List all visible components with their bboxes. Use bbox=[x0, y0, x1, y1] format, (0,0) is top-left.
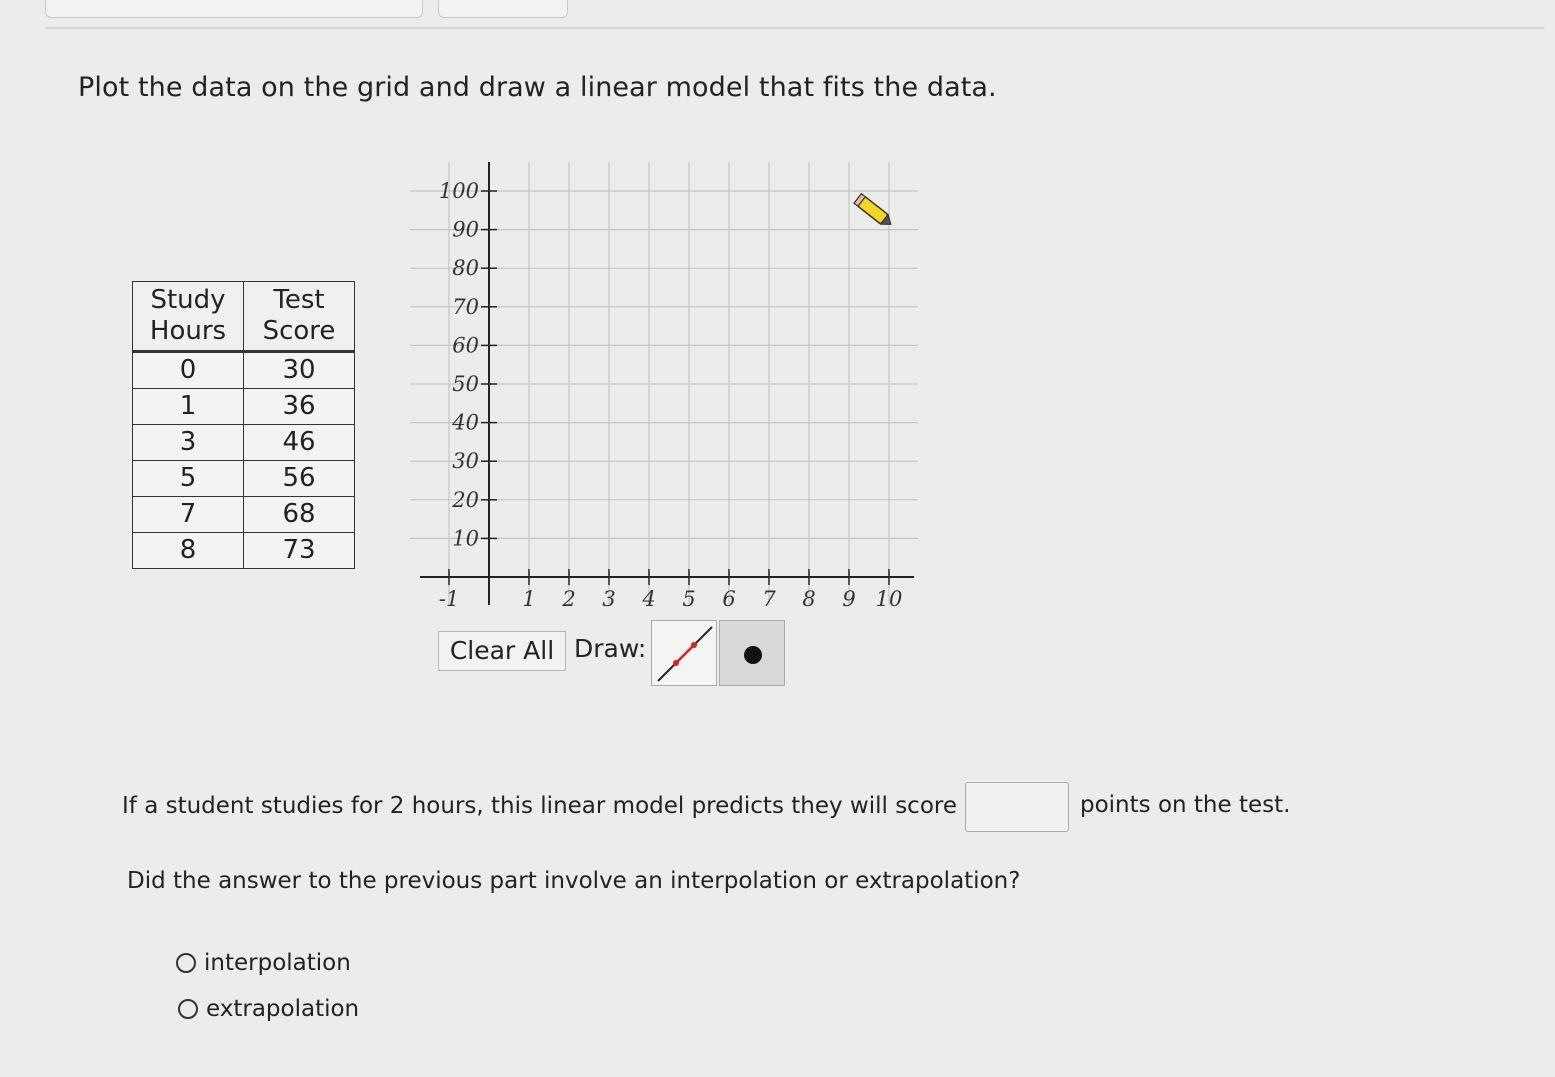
x-tick-label: 5 bbox=[682, 587, 696, 611]
x-tick-label: 2 bbox=[562, 587, 576, 611]
question-1-suffix: points on the test. bbox=[1080, 792, 1291, 818]
question-2-text: Did the answer to the previous part involve an interpolation or extrapolation? bbox=[127, 868, 1021, 894]
cell-hours: 8 bbox=[133, 533, 244, 569]
y-tick-label: 80 bbox=[452, 256, 479, 281]
top-tab-right[interactable] bbox=[438, 0, 568, 18]
cell-hours: 5 bbox=[133, 461, 244, 497]
x-tick-label: 1 bbox=[522, 587, 536, 611]
y-tick-label: 100 bbox=[438, 179, 479, 203]
x-tick-label: -1 bbox=[438, 587, 460, 611]
cell-score: 36 bbox=[244, 389, 355, 425]
radio-label: interpolation bbox=[204, 950, 351, 976]
x-tick-label: 4 bbox=[642, 587, 656, 611]
point-tool-icon bbox=[720, 621, 784, 685]
y-tick-label: 60 bbox=[452, 333, 479, 358]
pencil-icon[interactable] bbox=[854, 194, 894, 229]
divider bbox=[45, 27, 1545, 29]
table-row bbox=[133, 352, 355, 389]
x-tick-label: 7 bbox=[762, 587, 776, 611]
cell-score: 73 bbox=[244, 533, 355, 569]
point-tool-button[interactable] bbox=[719, 620, 785, 686]
radio-label: extrapolation bbox=[206, 996, 360, 1022]
line-tool-button[interactable] bbox=[651, 620, 717, 686]
radio-interpolation[interactable] bbox=[176, 950, 351, 976]
cell-score: 56 bbox=[244, 461, 355, 497]
y-tick-label: 20 bbox=[452, 487, 479, 512]
line-tool-icon bbox=[652, 621, 716, 685]
x-tick-label: 9 bbox=[842, 587, 856, 611]
instruction-text: Plot the data on the grid and draw a linear model that fits the data. bbox=[78, 72, 997, 103]
radio-extrapolation[interactable] bbox=[178, 996, 359, 1022]
y-tick-label: 70 bbox=[452, 294, 479, 319]
cell-hours: 0 bbox=[133, 352, 244, 389]
cell-score: 30 bbox=[244, 352, 355, 389]
clear-all-button[interactable]: Clear All bbox=[438, 631, 566, 671]
radio-button-icon[interactable] bbox=[176, 953, 196, 973]
y-tick-label: 10 bbox=[452, 526, 479, 551]
y-tick-label: 40 bbox=[452, 410, 479, 435]
header-test-score: Test Score bbox=[244, 282, 355, 352]
cell-score: 68 bbox=[244, 497, 355, 533]
radio-button-icon[interactable] bbox=[178, 999, 198, 1019]
cell-hours: 1 bbox=[133, 389, 244, 425]
draw-label: Draw: bbox=[574, 634, 647, 663]
data-table bbox=[132, 281, 355, 569]
table-row bbox=[133, 389, 355, 425]
graph-grid[interactable] bbox=[400, 150, 930, 620]
x-tick-label: 6 bbox=[722, 587, 736, 611]
score-answer-input[interactable] bbox=[965, 782, 1069, 832]
cell-hours: 7 bbox=[133, 497, 244, 533]
table-row bbox=[133, 533, 355, 569]
table-row bbox=[133, 425, 355, 461]
table-row bbox=[133, 461, 355, 497]
question-1-prefix: If a student studies for 2 hours, this linear model predicts they will score bbox=[122, 793, 957, 819]
y-tick-label: 30 bbox=[452, 449, 479, 474]
cell-score: 46 bbox=[244, 425, 355, 461]
x-tick-label: 8 bbox=[802, 587, 816, 611]
table-row bbox=[133, 497, 355, 533]
x-tick-label: 10 bbox=[875, 587, 903, 611]
y-tick-label: 90 bbox=[452, 217, 479, 242]
x-tick-label: 3 bbox=[602, 587, 616, 611]
header-study-hours: Study Hours bbox=[133, 282, 244, 352]
cell-hours: 3 bbox=[133, 425, 244, 461]
y-tick-label: 50 bbox=[452, 372, 479, 396]
top-tab-left[interactable] bbox=[45, 0, 423, 18]
